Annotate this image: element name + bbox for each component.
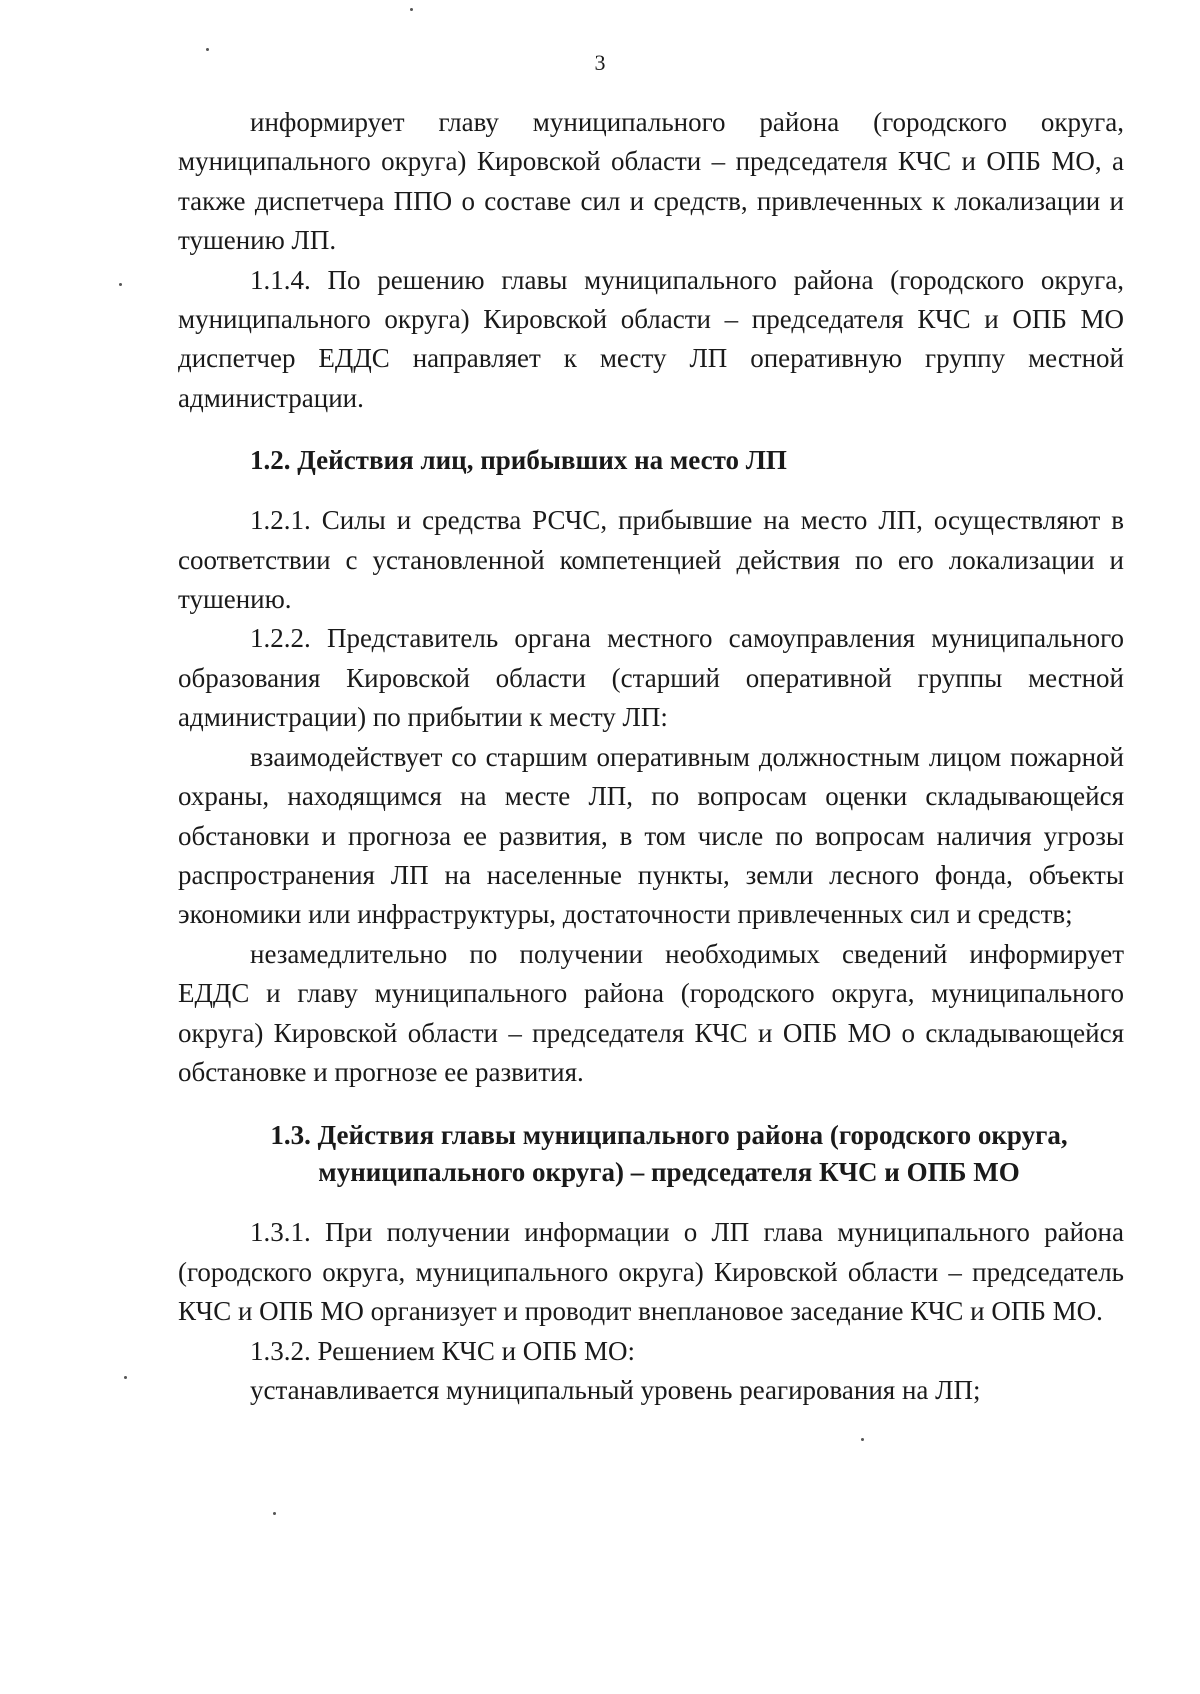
scan-speck: [273, 1512, 276, 1515]
scan-speck: [206, 48, 209, 51]
paragraph-informs: незамедлительно по получении необходимых сведений информирует ЕДДС и главу муниципального района (городского округа, муниципального округа) Кировской области – председателя КЧС и ОПБ МО о складывающейся обстановке и прогнозе ее развития.: [178, 938, 1124, 1087]
page-number: 3: [594, 50, 606, 75]
scan-speck: [861, 1438, 864, 1441]
section-heading-1-3-line1: 1.3. Действия главы муниципального района (городского округа,: [270, 1120, 1068, 1151]
paragraph-1-3-2: 1.3.2. Решением КЧС и ОПБ МО:: [250, 1335, 636, 1366]
paragraph-1-2-2: 1.2.2. Представитель органа местного самоуправления муниципального образования Кировской области (старший оперативной группы местной администрации) по прибытии к месту ЛП:: [178, 623, 1124, 733]
section-heading-1-3: [178, 1117, 1124, 1191]
scan-speck: [410, 8, 413, 11]
section-heading-1-3-line2: муниципального округа) – председателя КЧС и ОПБ МО: [318, 1157, 1020, 1188]
paragraph-interaction: взаимодействует со старшим оперативным должностным лицом пожарной охраны, находящимся на месте ЛП, по вопросам оценки складывающейся обстановки и прогноза ее развития, в том числе по вопросам наличия угрозы распространения ЛП на населенные пункты, земли лесного фонда, объекты экономики или инфраструктуры, достаточности привлеченных сил и средств;: [178, 741, 1124, 930]
scan-speck: [119, 283, 122, 286]
paragraph: информирует главу муниципального района (городского округа, муниципального округа) Кировской области – председателя КЧС и ОПБ МО, а также диспетчера ППО о составе сил и средств, привлеченных к локализации и тушению ЛП.: [178, 107, 1124, 256]
document-body: [178, 103, 1124, 1410]
paragraph-1-3-1: 1.3.1. При получении информации о ЛП глава муниципального района (городского округа, муниципального округа) Кировской области – председатель КЧС и ОПБ МО организует и проводит внеплановое заседание КЧС и ОПБ МО.: [178, 1217, 1124, 1327]
paragraph-1-2-1: 1.2.1. Силы и средства РСЧС, прибывшие на место ЛП, осуществляют в соответствии с установленной компетенцией действия по его локализации и тушению.: [178, 505, 1124, 615]
section-heading-1-2: 1.2. Действия лиц, прибывших на место ЛП: [250, 445, 787, 476]
paragraph-1-1-4: 1.1.4. По решению главы муниципального района (городского округа, муниципального округа) Кировской области – председателя КЧС и ОПБ МО диспетчер ЕДДС направляет к месту ЛП оперативную группу местной администрации.: [178, 264, 1124, 413]
paragraph-level: устанавливается муниципальный уровень реагирования на ЛП;: [250, 1374, 981, 1405]
scan-speck: [124, 1376, 127, 1379]
